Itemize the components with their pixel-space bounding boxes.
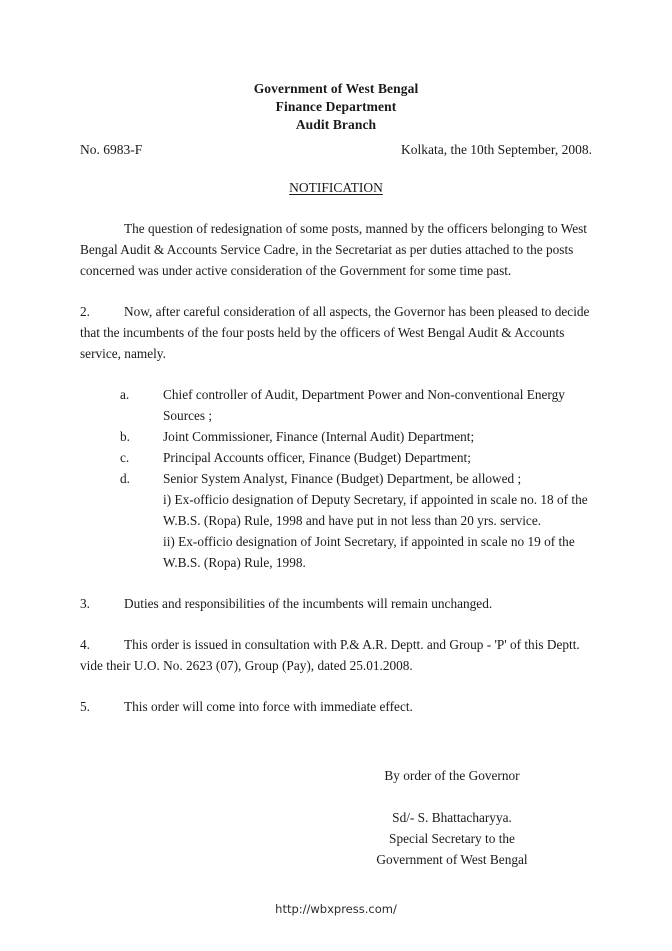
document-title-text: NOTIFICATION (289, 180, 383, 195)
list-item-marker: a. (120, 387, 130, 402)
list-item-label: Chief controller of Audit, Department Power and Non-conventional Energy Sources ; (163, 387, 565, 423)
list-item-marker: b. (120, 429, 130, 444)
list-item (120, 468, 592, 489)
letterhead-government: Government of West Bengal (253, 81, 419, 96)
list-item-label: Principal Accounts officer, Finance (Budget) Department; (163, 450, 471, 465)
document-title (80, 180, 592, 196)
paragraph-4-text: This order is issued in consultation with P.& A.R. Deptt. and Group - 'P' of this Deptt. vide their U.O. No. 2623 (07), Group (Pay), dated 25.01.2008. (80, 637, 580, 673)
footer-url: http://wbxpress.com/ (275, 902, 397, 916)
letterhead-branch: Audit Branch (295, 117, 377, 132)
list-item-marker: d. (120, 471, 130, 486)
paragraph-3 (80, 593, 592, 614)
paragraph-2-text: Now, after careful consideration of all aspects, the Governor has been pleased to decide that the incumbents of the four posts held by the officers of West Bengal Audit & Accounts service, namely. (80, 304, 590, 361)
paragraph-5-text: This order will come into force with immediate effect. (124, 699, 413, 714)
list-item-label: Senior System Analyst, Finance (Budget) Department, be allowed ; (163, 471, 522, 486)
designation-sublist (120, 489, 592, 573)
paragraph-2-number: 2. (80, 304, 90, 319)
signatory-government: Government of West Bengal (376, 852, 528, 867)
list-item-marker: c. (120, 450, 130, 465)
list-item-label: Joint Commissioner, Finance (Internal Audit) Department; (163, 429, 475, 444)
memo-number: No. 6983-F (80, 142, 143, 157)
list-item (120, 384, 592, 426)
sublist-item: i) Ex-officio designation of Deputy Secretary, if appointed in scale no. 18 of the W.B.S. (Ropa) Rule, 1998 and have put in not less than 20 yrs. service. (163, 492, 588, 528)
by-order-line: By order of the Governor (384, 768, 520, 783)
signatory-designation: Special Secretary to the (389, 831, 515, 846)
place-and-date: Kolkata, the 10th September, 2008. (400, 142, 592, 157)
letterhead (80, 80, 592, 134)
paragraph-5-number: 5. (80, 699, 90, 714)
reference-line (80, 142, 592, 158)
paragraph-4-number: 4. (80, 637, 90, 652)
paragraph-1: The question of redesignation of some posts, manned by the officers belonging to West Bengal Audit & Accounts Service Cadre, in the Secretariat as per duties attached to the posts concerned was under active consideration of the Government for some time past. (80, 221, 588, 278)
signature-block (312, 765, 592, 870)
signatory-name: Sd/- S. Bhattacharyya. (392, 810, 512, 825)
paragraph-3-text: Duties and responsibilities of the incumbents will remain unchanged. (124, 596, 493, 611)
document-content (80, 80, 592, 870)
paragraph-3-number: 3. (80, 596, 90, 611)
list-item (120, 447, 592, 468)
paragraph-4 (80, 634, 592, 676)
designation-list (80, 384, 592, 573)
sublist-item: ii) Ex-officio designation of Joint Secretary, if appointed in scale no 19 of the W.B.S. (Ropa) Rule, 1998. (163, 534, 575, 570)
letterhead-department: Finance Department (275, 99, 397, 114)
list-item (120, 426, 592, 447)
paragraph-5 (80, 696, 592, 717)
paragraph-2 (80, 301, 592, 364)
